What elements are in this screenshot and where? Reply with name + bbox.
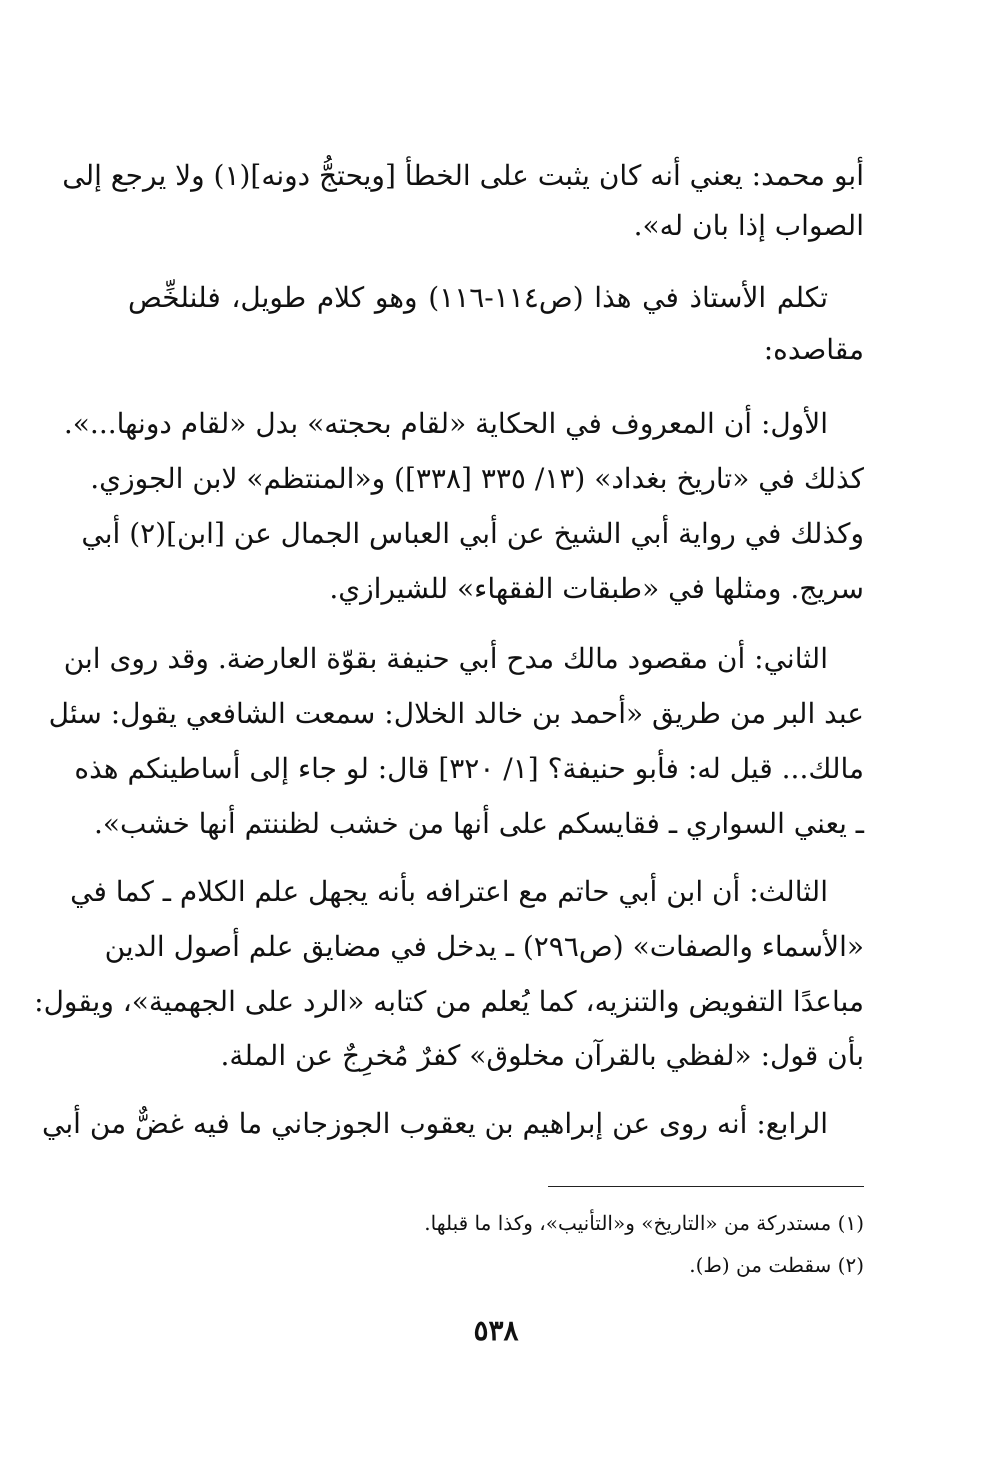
- text-line: كذلك في «تاريخ بغداد» (١٣/ ٣٣٥ [٣٣٨]) و«المنتظم» لابن الجوزي.: [90, 462, 864, 495]
- text-line: بأن قول: «لفظي بالقرآن مخلوق» كفرٌ مُخرِجٌ عن الملة.: [220, 1039, 864, 1072]
- footnote: (٢) سقطت من (ط).: [689, 1253, 864, 1277]
- text-line: سريج. ومثلها في «طبقات الفقهاء» للشيرازي.: [329, 572, 864, 605]
- text-line: مباعدًا التفويض والتنزيه، كما يُعلم من كتابه «الرد على الجهمية»، ويقول:: [34, 985, 864, 1018]
- text-line: «الأسماء والصفات» (ص٢٩٦) ـ يدخل في مضايق علم أصول الدين: [104, 930, 864, 963]
- text-line: الأول: أن المعروف في الحكاية «لقام بحجته» بدل «لقام دونها...».: [63, 407, 828, 440]
- text-line: وكذلك في رواية أبي الشيخ عن أبي العباس الجمال عن [ابن](٢) أبي: [81, 517, 864, 550]
- text-line: أبو محمد: يعني أنه كان يثبت على الخطأ [ويحتجُّ دونه](١) ولا يرجع إلى: [62, 159, 864, 192]
- footnote: (١) مستدركة من «التاريخ» و«التأنيب»، وكذا ما قبلها.: [424, 1211, 864, 1235]
- text-line: الصواب إذا بان له».: [633, 209, 864, 242]
- text-line: ـ يعني السواري ـ فقايسكم على أنها من خشب لظننتم أنها خشب».: [93, 807, 864, 840]
- footnote-separator: [548, 1186, 864, 1187]
- text-line: الثاني: أن مقصود مالك مدح أبي حنيفة بقوّة العارضة. وقد روى ابن: [63, 642, 828, 675]
- text-line: مالك... قيل له: فأبو حنيفة؟ [١/ ٣٢٠] قال: لو جاء إلى أساطينكم هذه: [74, 752, 864, 785]
- text-line: الرابع: أنه روى عن إبراهيم بن يعقوب الجوزجاني ما فيه غضٌّ من أبي: [42, 1107, 828, 1140]
- page-number: ٥٣٨: [473, 1314, 519, 1347]
- text-line: الثالث: أن ابن أبي حاتم مع اعترافه بأنه يجهل علم الكلام ـ كما في: [70, 875, 828, 908]
- text-line: عبد البر من طريق «أحمد بن خالد الخلال: سمعت الشافعي يقول: سئل: [48, 697, 864, 730]
- text-line: مقاصده:: [763, 333, 864, 366]
- text-line: تكلم الأستاذ في هذا (ص١١٤-١١٦) وهو كلام طويل، فلنلخِّص: [128, 281, 828, 314]
